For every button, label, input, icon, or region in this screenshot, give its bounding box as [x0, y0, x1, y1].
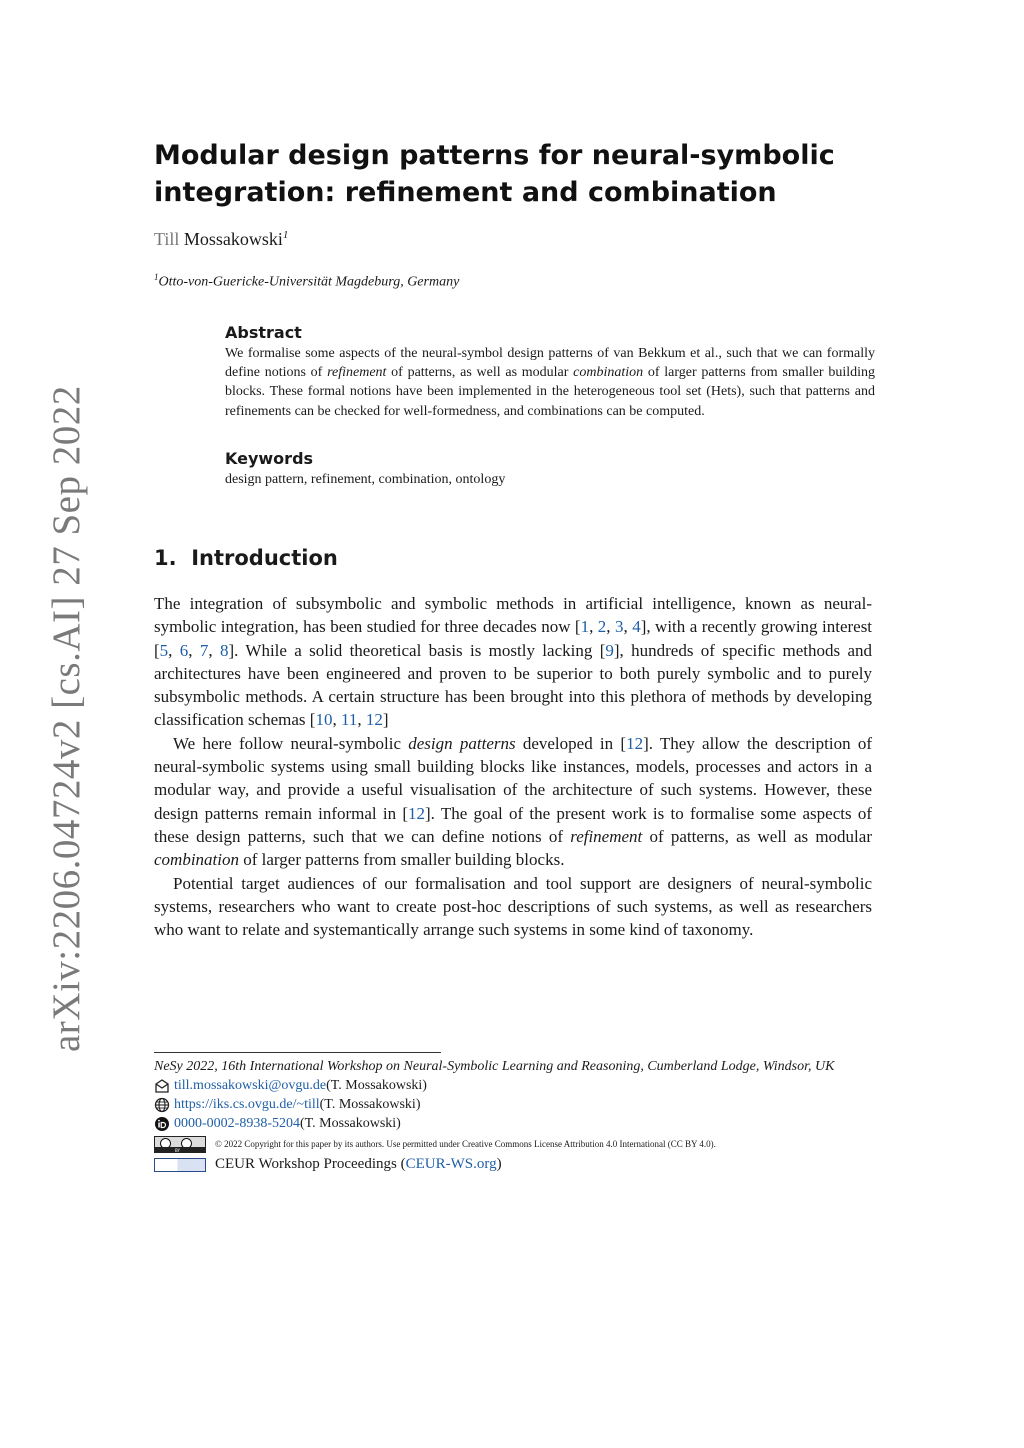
envelope-icon	[154, 1078, 170, 1094]
paragraph-1: The integration of subsymbolic and symbolic methods in artificial intelligence, known as neural-symbolic integration, has been studied for three decades now [1, 2, 3, 4], with a recently growing interest [5, 6, 7, 8]. While a solid theoretical basis is mostly lacking [9], hundreds of specific methods and architectures have been engineered and proven to be superior to both purely symbolic and to purely subsymbolic methods. A certain structure has been brought into this plethora of methods by developing classification schemas [10, 11, 12]	[154, 594, 873, 730]
proceedings-line: CEUR Workshop Proceedings (CEUR-WS.org)	[154, 1154, 894, 1175]
citation-link[interactable]: 1	[580, 617, 590, 637]
homepage-link[interactable]: https://iks.cs.ovgu.de/~till	[174, 1097, 320, 1112]
abstract-heading: Abstract	[225, 323, 302, 342]
citation-link[interactable]: 7	[199, 640, 209, 660]
citation-link[interactable]: 3	[615, 617, 624, 637]
section-title: Introduction	[191, 546, 338, 570]
section-number: 1.	[154, 546, 177, 570]
title-line-1: Modular design patterns for neural-symbolic	[154, 140, 835, 171]
author-last-name: Mossakowski	[183, 229, 283, 249]
email-line: till.mossakowski@ovgu.de (T. Mossakowski)	[154, 1076, 894, 1095]
orcid-link[interactable]: 0000-0002-8938-5204	[174, 1116, 300, 1131]
author-first-name: Till	[154, 229, 180, 249]
footnotes	[154, 1057, 894, 1175]
orcid-icon	[154, 1116, 170, 1132]
email-link[interactable]: till.mossakowski@ovgu.de	[174, 1078, 327, 1093]
citation-link[interactable]: 5	[159, 640, 169, 660]
section-heading-introduction	[154, 546, 338, 570]
citation-link[interactable]: 12	[626, 733, 644, 753]
url-line: https://iks.cs.ovgu.de/~till (T. Mossakowski)	[154, 1095, 894, 1114]
orcid-line: 0000-0002-8938-5204 (T. Mossakowski)	[154, 1114, 894, 1133]
paragraph-3: Potential target audiences of our formalisation and tool support are designers of neural-symbolic systems, researchers who want to create post-hoc descriptions of such systems, as well as researchers who want to relate and systemantically arrange such systems in some kind of taxonomy.	[154, 873, 872, 940]
citation-link[interactable]: 6	[179, 640, 189, 660]
title-line-2: integration: refinement and combination	[154, 177, 777, 208]
introduction-body	[154, 592, 872, 941]
citation-link[interactable]: 4	[632, 617, 641, 637]
affiliation-mark: 1	[154, 272, 159, 282]
citation-link[interactable]: 9	[605, 640, 614, 660]
arxiv-identifier: arXiv:2206.04724v2 [cs.AI] 27 Sep 2022	[45, 385, 88, 1052]
citation-link[interactable]: 8	[219, 640, 229, 660]
affiliation-text: Otto-von-Guericke-Universität Magdeburg, Germany	[158, 274, 460, 290]
keywords-text: design pattern, refinement, combination, ontology	[225, 472, 506, 487]
ceur-logo-icon	[154, 1158, 206, 1172]
cc-by-badge-icon: BY	[154, 1136, 206, 1153]
citation-link[interactable]: 2	[597, 617, 607, 637]
globe-icon	[154, 1097, 170, 1113]
citation-link[interactable]: 10	[315, 710, 333, 730]
paper-title	[154, 137, 854, 211]
affiliation	[154, 272, 459, 291]
citation-link[interactable]: 11	[340, 710, 358, 730]
copyright-text: © 2022 Copyright for this paper by its authors. Use permitted under Creative Commons License Attribution 4.0 International (CC BY 4.0).	[215, 1139, 716, 1149]
footnote-divider	[154, 1052, 441, 1053]
abstract-text: We formalise some aspects of the neural-symbol design patterns of van Bekkum et al., such that we can formally define notions of refinement of patterns, as well as modular combination of larger patterns from smaller building blocks. These formal notions have been implemented in the heterogeneous tool set (Hets), such that patterns and refinements can be checked for well-formedness, and combinations can be computed.	[225, 346, 875, 419]
keywords-heading: Keywords	[225, 449, 314, 468]
author-affiliation-mark: 1	[282, 229, 289, 241]
license-line	[154, 1134, 894, 1154]
paragraph-2: We here follow neural-symbolic design patterns developed in [12]. They allow the description of neural-symbolic systems using small building blocks like instances, models, processes and actors in a modular way, and provide a useful visualisation of the architecture of such systems. However, these design patterns remain informal in [12]. The goal of the present work is to formalise some aspects of these design patterns, such that we can define notions of refinement of patterns, as well as modular combination of larger patterns from smaller building blocks.	[154, 733, 872, 870]
abstract-block	[225, 322, 875, 421]
conference-note: NeSy 2022, 16th International Workshop on Neural-Symbolic Learning and Reasoning, Cumberland Lodge, Windsor, UK	[154, 1059, 835, 1074]
keywords-block	[225, 448, 875, 489]
ceur-ws-link[interactable]: CEUR-WS.org	[405, 1156, 497, 1172]
citation-link[interactable]: 12	[365, 710, 383, 730]
citation-link[interactable]: 12	[408, 803, 425, 823]
author	[154, 229, 288, 250]
